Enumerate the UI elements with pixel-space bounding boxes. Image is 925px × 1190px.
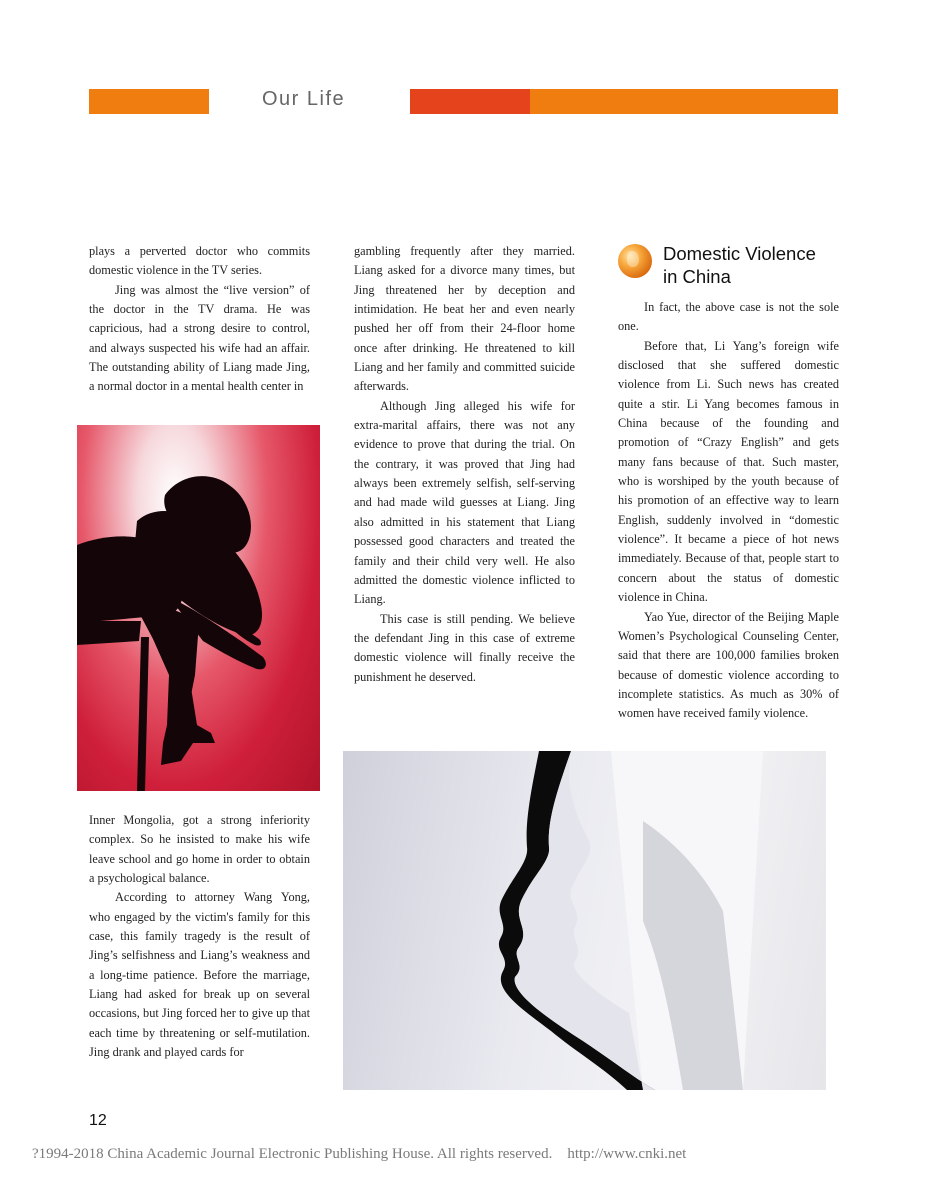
paragraph: gambling frequently after they married. Liang asked for a divorce many times, but Jing threatened her by deception and intimidation. He beat her and even nearly pushed her off from their 24-floor home once after drinking. He threatened to kill Liang and her family and committed suicide afterwards.	[354, 244, 575, 394]
photo-man-silhouette	[77, 425, 320, 791]
header-bar-right	[410, 89, 838, 114]
article-column-2	[354, 242, 575, 687]
article-column-1-top	[89, 242, 310, 397]
paragraph: In fact, the above case is not the sole one.	[618, 300, 839, 334]
man-silhouette-image	[77, 425, 320, 791]
footer-url[interactable]: http://www.cnki.net	[567, 1146, 687, 1162]
photo-paper-faces	[343, 751, 826, 1090]
globe-icon	[618, 244, 652, 278]
paragraph: According to attorney Wang Yong, who engaged by the victim's family for this case, this family tragedy is the result of Jing’s selfishness and Liang’s weakness and a long-time patience. Before the marriage, Liang had asked for break up on several occasions, but Jing forced her to give up that each time by threatening or self-mutilation. Jing drank and played cards for	[89, 890, 310, 1060]
sidebar-title-line-1: Domestic Violence	[663, 243, 816, 264]
article-column-1-bottom	[89, 811, 310, 1062]
section-title: Our Life	[262, 88, 346, 110]
paragraph: Yao Yue, director of the Beijing Maple Women’s Psychological Counseling Center, said that there are 100,000 families broken because of domestic violence according to incomplete statistics. As much as 30% of women have received family violence.	[618, 609, 839, 721]
paragraph: plays a perverted doctor who commits domestic violence in the TV series.	[89, 244, 310, 278]
page-number: 12	[89, 1112, 107, 1129]
paragraph: Inner Mongolia, got a strong inferiority complex. So he insisted to make his wife leave school and go home in order to obtain a psychological balance.	[89, 813, 310, 886]
paper-faces-image	[343, 751, 826, 1090]
header-bar-left	[89, 89, 209, 114]
sidebar-title-line-2: in China	[663, 266, 731, 287]
footer-copyright: ?1994-2018 China Academic Journal Electronic Publishing House. All rights reserved.	[32, 1146, 553, 1162]
sidebar-heading	[618, 242, 840, 290]
paragraph: This case is still pending. We believe the defendant Jing in this case of extreme domestic violence will finally receive the punishment he deserved.	[354, 611, 575, 684]
footer	[32, 1146, 686, 1163]
paragraph: Although Jing alleged his wife for extra-marital affairs, there was not any evidence to prove that during the trial. On the contrary, it was proved that Jing had always been extremely selfish, self-serving and had made wild guesses at Liang. Jing also admitted in his statement that Liang possessed good characters and treated the family and their child very well. He also admitted the domestic violence inflicted to Liang.	[354, 398, 575, 607]
paragraph: Before that, Li Yang’s foreign wife disclosed that she suffered domestic violence from Li. Such news has created quite a stir. Li Yang becomes famous in China because of the founding and promotion of “Crazy English” and gets many fans because of that. Such master, who is worshiped by the youth because of his promotion of an effective way to learn English, suddenly involved in “domestic violence”. It became a piece of hot news immediately. Because of that, people start to concern about the status of domestic violence in China.	[618, 338, 839, 605]
sidebar-column	[618, 298, 839, 724]
sidebar-title	[663, 242, 816, 288]
paragraph: Jing was almost the “live version” of the doctor in the TV drama. He was capricious, had a strong desire to control, and always suspected his wife had an affair. The outstanding ability of Liang made Jing, a normal doctor in a mental health center in	[89, 282, 310, 394]
header-bar-accent	[410, 89, 530, 114]
